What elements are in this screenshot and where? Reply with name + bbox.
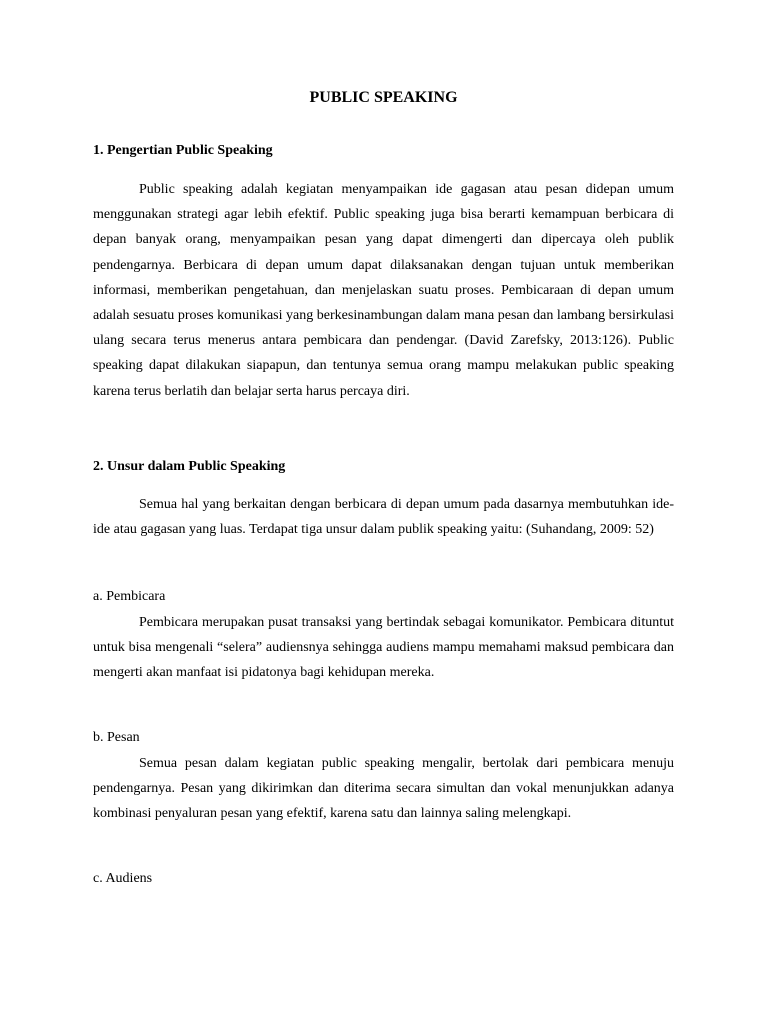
item-c-label: c. Audiens <box>93 871 153 886</box>
item-b-text: Semua pesan dalam kegiatan public speaking mengalir, bertolak dari pembicara menuju pendengarnya. Pesan yang dikirimkan dan diterima secara simultan dan vokal menunjukkan adanya kombinasi penyaluran pesan yang efektif, karena satu dan lainnya saling melengkapi. <box>93 756 674 822</box>
document-title: PUBLIC SPEAKING <box>309 89 458 106</box>
item-a-label: a. Pembicara <box>93 589 166 604</box>
section-2-paragraph: Semua hal yang berkaitan dengan berbicara di depan umum pada dasarnya membutuhkan ide-ide atau gagasan yang luas. Terdapat tiga unsur dalam publik speaking yaitu: (Suhandang, 2009: 52) <box>93 497 674 538</box>
item-b-label: b. Pesan <box>93 730 140 745</box>
document-page <box>93 0 674 1024</box>
section-1-paragraph: Public speaking adalah kegiatan menyampaikan ide gagasan atau pesan didepan umum menggunakan strategi agar lebih efektif. Public speaking juga bisa berarti kemampuan berbicara di depan banyak orang, menyampaikan pesan yang dapat dimengerti dan dipercaya oleh publik pendengarnya. Berbicara di depan umum dapat dilaksanakan dengan tujuan untuk memberikan informasi, memberikan pengetahuan, dan menjelaskan suatu proses. Pembicaraan di depan umum adalah sesuatu proses komunikasi yang berkesinambungan dalam mana pesan dan lambang bersirkulasi ulang secara terus menerus antara pembicara dan pendengar. (David Zarefsky, 2013:126). Public speaking dapat dilakukan siapapun, dan tentunya semua orang mampu melakukan public speaking karena terus berlatih dan belajar serta harus percaya diri. <box>93 182 674 399</box>
item-a-text: Pembicara merupakan pusat transaksi yang bertindak sebagai komunikator. Pembicara dituntut untuk bisa mengenali “selera” audiensnya sehingga audiens mampu memahami maksud pembicara dan mengerti akan manfaat isi pidatonya bagi kehidupan mereka. <box>93 615 674 681</box>
section-2-heading: 2. Unsur dalam Public Speaking <box>93 459 286 474</box>
section-1-heading: 1. Pengertian Public Speaking <box>93 143 273 158</box>
